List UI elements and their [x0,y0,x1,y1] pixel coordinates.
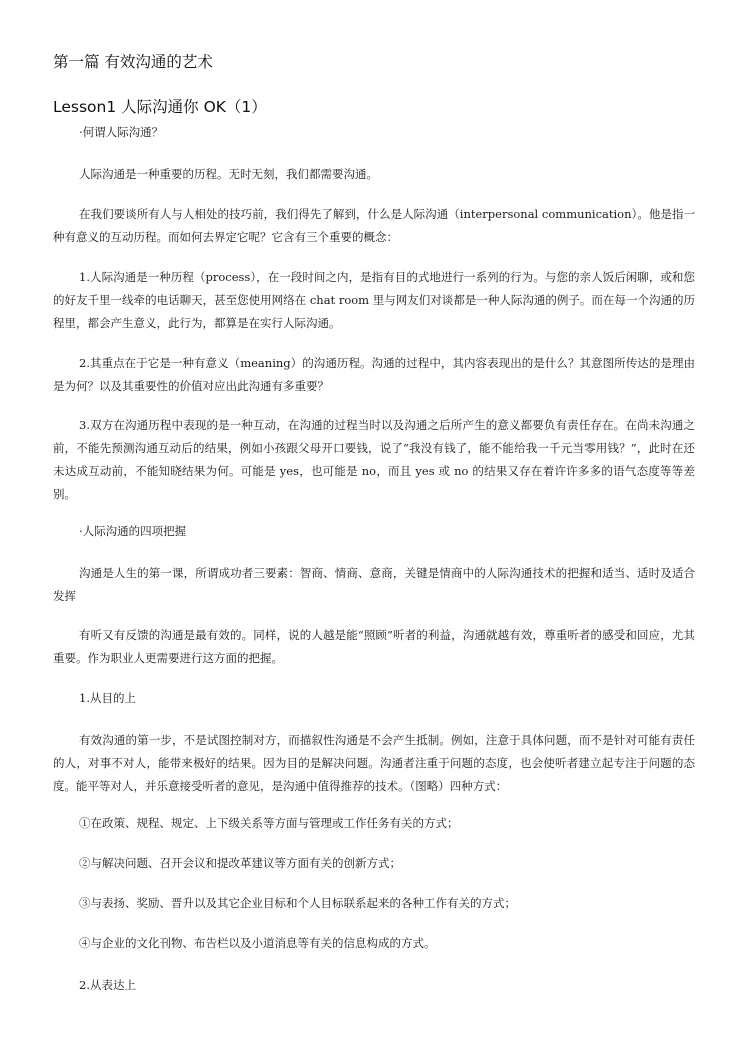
paragraph-definition: 在我们要谈所有人与人相处的技巧前，我们得先了解到，什么是人际沟通（interpersonal communication）。他是指一种有意义的互动历程。而如何去界定它呢？它含有三个重要的概念： [53,207,695,244]
list-item-2: ②与解决问题、召开会议和提改革建议等方面有关的创新方式； [79,856,401,870]
paragraph-purpose: 有效沟通的第一步，不是试图控制对方，而描叙性沟通是不会产生抵制。例如，注意于具体问题，而不是针对可能有责任的人，对事不对人，能带来极好的结果。因为目的是解决问题。沟通者注重于问题的态度，也会使听者建立起专注于问题的态度。能平等对人，并乐意接受听者的意见，是沟通中值得推荐的技术。（图略）四种方式： [53,733,695,793]
section-heading-four-points: ·人际沟通的四项把握 [79,524,187,538]
subheading-expression: 2.从表达上 [79,978,136,992]
list-item-4: ④与企业的文化刊物、布告栏以及小道消息等有关的信息构成的方式。 [79,936,436,950]
list-item-3: ③与表扬、奖励、晋升以及其它企业目标和个人目标联系起来的各种工作有关的方式； [79,896,516,910]
paragraph-feedback: 有听又有反馈的沟通是最有效的。同样，说的人越是能“照顾”听者的利益，沟通就越有效，尊重听者的感受和回应，尤其重要。作为职业人更需要进行这方面的把握。 [53,628,695,665]
paragraph-concept-2: 2.其重点在于它是一种有意义（meaning）的沟通历程。沟通的过程中，其内容表现出的是什么？其意图所传达的是理由是为何？以及其重要性的价值对应出此沟通有多重要？ [53,356,695,393]
lesson-title: Lesson1 人际沟通你 OK（1） [53,98,267,116]
list-item-1: ①在政策、规程、规定、上下级关系等方面与管理或工作任务有关的方式； [79,816,459,830]
part-title: 第一篇 有效沟通的艺术 [53,53,213,71]
paragraph-concept-3: 3.双方在沟通历程中表现的是一种互动，在沟通的过程当时以及沟通之后所产生的意义都要负有责任存在。在尚未沟通之前，不能先预测沟通互动后的结果，例如小孩跟父母开口要钱，说了“我没有钱了，能不能给我一千元当零用钱？”，此时在还未达成互动前，不能知晓结果为何。可能是 yes，也可能是 no，而且 yes 或 no 的结果又存在着许许多多的语气态度等等差别。 [53,418,695,501]
subheading-purpose: 1.从目的上 [79,691,136,705]
paragraph-concept-1: 1.人际沟通是一种历程（process），在一段时间之内，是指有目的式地进行一系列的行为。与您的亲人饭后闲聊，或和您的好友千里一线牵的电话聊天，甚至您使用网络在 chat room 里与网友们对谈都是一种人际沟通的例子。而在每一个沟通的历程里，都会产生意义，此行为，都算是在实行人际沟通。 [53,270,695,330]
paragraph-intro: 人际沟通是一种重要的历程。无时无刻，我们都需要沟通。 [79,167,378,181]
paragraph-first-lesson: 沟通是人生的第一课，所谓成功者三要素：智商、情商、意商，关键是情商中的人际沟通技术的把握和适当、适时及适合发挥 [53,566,695,603]
section-heading-what-is-communication: ·何谓人际沟通？ [79,125,164,139]
